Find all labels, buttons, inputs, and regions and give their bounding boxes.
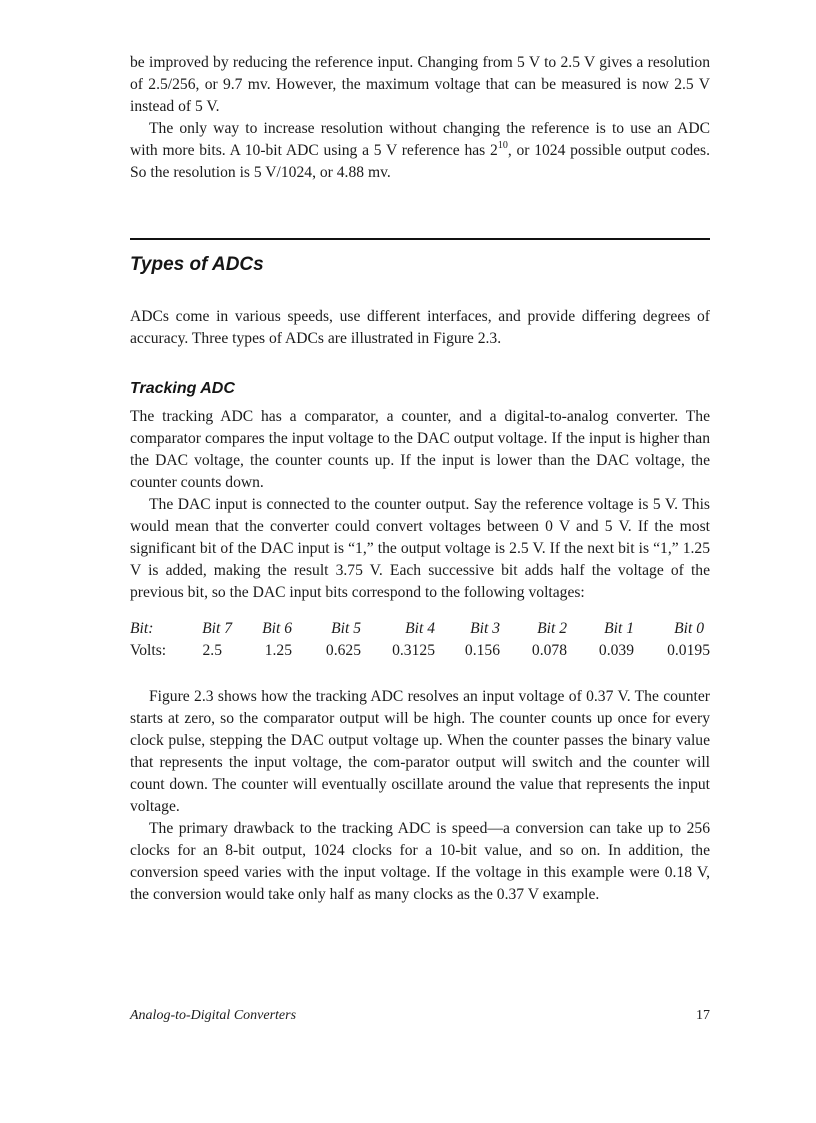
subsection-heading: Tracking ADC xyxy=(130,380,235,397)
table-row-label-bit: Bit: xyxy=(130,620,154,637)
table-cell-bit: Bit 6 xyxy=(262,620,292,637)
section-heading: Types of ADCs xyxy=(130,254,264,275)
table-cell-bit: Bit 4 xyxy=(405,620,435,637)
paragraph-speed-drawback: The primary drawback to the tracking ADC is speed—a conversion can take up to 256 clocks for an 8-bit output, 1024 clocks for a 10-bit value, and so on. In addition, the conversion speed varies with the input voltage. If the voltage in this example were 0.18 V, the conversion would take only half as many clocks as the 0.37 V example. xyxy=(130,820,710,903)
table-cell-volts: 0.625 xyxy=(325,642,361,659)
bit-voltage-table xyxy=(130,620,710,666)
page-number: 17 xyxy=(696,1008,710,1023)
table-cell-bit: Bit 5 xyxy=(331,620,361,637)
table-cell-volts: 0.078 xyxy=(531,642,567,659)
text-segment: The only way to increase resolution without changing the reference is to use an ADC with more bits. A 10-bit ADC using a 5 V reference has 2 xyxy=(130,120,710,159)
paragraph-resolution-reference: be improved by reducing the reference input. Changing from 5 V to 2.5 V gives a resolution of 2.5/256, or 9.7 mv. However, the maximum voltage that can be measured is now 2.5 V instead of 5 V. xyxy=(130,54,710,115)
table-cell-bit: Bit 3 xyxy=(470,620,500,637)
table-cell-bit: Bit 7 xyxy=(202,620,232,637)
table-cell-volts: 0.039 xyxy=(598,642,634,659)
table-cell-volts: 0.3125 xyxy=(392,642,435,659)
paragraph-resolution-bits xyxy=(130,118,710,184)
superscript: 10 xyxy=(497,139,508,151)
table-cell-bit: Bit 1 xyxy=(604,620,634,637)
table-cell-volts: 1.25 xyxy=(264,642,292,659)
running-footer-title: Analog-to-Digital Converters xyxy=(130,1008,297,1023)
table-cell-volts: 0.156 xyxy=(464,642,500,659)
paragraph-dac-input: The DAC input is connected to the counter output. Say the reference voltage is 5 V. This would mean that the converter could convert voltages between 0 V and 5 V. If the most significant bit of the DAC input is “1,” the output voltage is 2.5 V. If the next bit is “1,” 1.25 V is added, making the result 3.75 V. Each successive bit adds half the voltage of the previous bit, so the DAC input bits correspond to the following voltages: xyxy=(130,496,710,601)
page-body xyxy=(130,52,710,906)
table-cell-volts: 2.5 xyxy=(202,642,222,659)
paragraph-adc-intro: ADCs come in various speeds, use different interfaces, and provide differing degrees of accuracy. Three types of ADCs are illustrated in Figure 2.3. xyxy=(130,308,710,347)
table-cell-volts: 0.0195 xyxy=(667,642,710,659)
table-cell-bit: Bit 0 xyxy=(674,620,704,637)
text-segment: , or 1024 possible output codes. So the resolution is 5 V/1024, or 4.88 mv. xyxy=(130,142,711,181)
paragraph-tracking-adc: The tracking ADC has a comparator, a counter, and a digital-to-analog converter. The comparator compares the input voltage to the DAC output voltage. If the input is higher than the DAC voltage, the counter counts up. If the input is lower than the DAC voltage, the counter counts down. xyxy=(130,408,710,491)
paragraph-figure-explanation: Figure 2.3 shows how the tracking ADC resolves an input voltage of 0.37 V. The counter starts at zero, so the comparator output will be high. The counter counts up once for every clock pulse, stepping the DAC output voltage up. When the counter passes the binary value that represents the input voltage, the com-parator output will switch and the counter will count down. The counter will eventually oscillate around the value that represents the input voltage. xyxy=(130,688,710,815)
table-cell-bit: Bit 2 xyxy=(537,620,567,637)
table-row-label-volts: Volts: xyxy=(130,642,167,659)
